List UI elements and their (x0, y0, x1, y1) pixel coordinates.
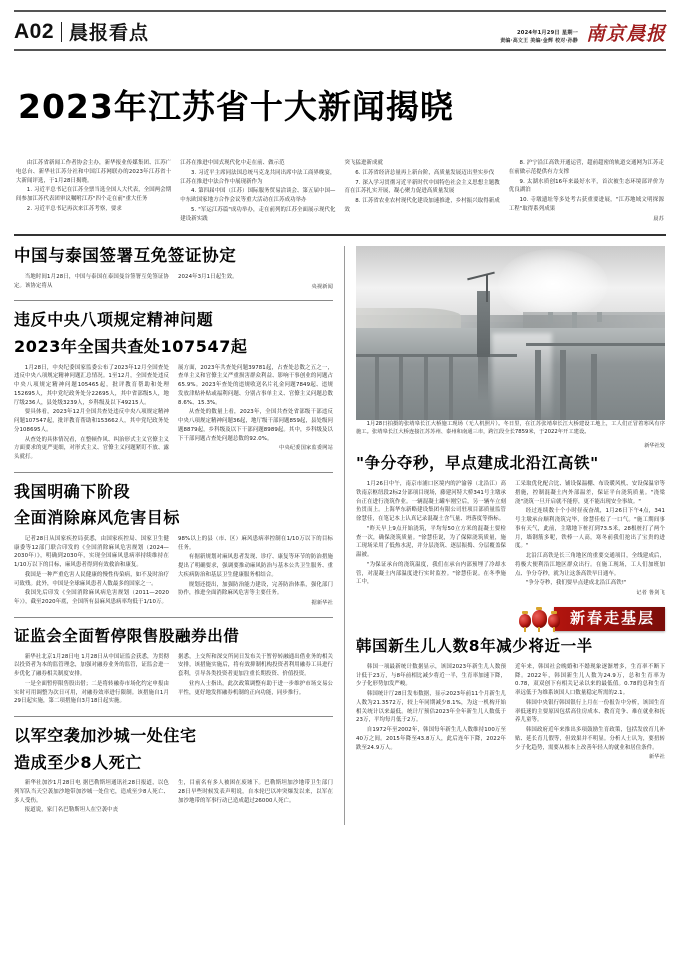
article-headline: 韩国新生儿人数8年减少将近一半 (356, 637, 593, 656)
lantern-icon (519, 614, 531, 628)
article-divider (14, 716, 333, 717)
paragraph: 业内人士指出，此次政策调整有助于进一步维护市场交易公平性，更好地发挥融券机制的正向功能，同步推行。 (178, 680, 333, 696)
newspaper-page (0, 10, 680, 979)
photo-pier (424, 357, 428, 420)
paragraph: 1. 习近平总书记在江苏全票当选全国人大代表，全国两会期间参加江苏代表团审议嘱咐江苏"四个走在前"重大任务 (16, 187, 172, 203)
badge-label: 新春走基层 (554, 607, 665, 631)
paragraph: 5. "军运江苏篇"成功举办，走在前列的江苏全面展示现代化建设新实践 (180, 206, 336, 222)
paragraph: 2. 习近平总书记再次来江苏考察，要求 (26, 205, 122, 212)
paragraph: 韩国统计厅28日发布数据，显示2023年前11个月新生儿人数为21.3572万，较上年同期减少8.1%，为这一机构开始相关统计以来最低。统计厅预估2023年全年新生儿人数低于23万，平均每月低于2万。 (356, 691, 506, 724)
article-headline: 证监会全面暂停限售股融券出借 (14, 626, 240, 645)
article-column-2 (178, 273, 333, 292)
paragraph: 江苏在推进中国式现代化中走在前、做示范 (180, 160, 285, 167)
article-headline-line1: 以军空袭加沙城一处住宅 (14, 726, 197, 746)
photo-building (548, 312, 553, 324)
paragraph: 韩国一项最新统计数据显示，该国2023年新生儿人数预计低于23万，与8年前相比减少将近一半，生育率加速下降，少子化形势加发严峻。 (356, 663, 506, 688)
paragraph: 2024年3月1日起生效。 (178, 273, 238, 280)
lead-headline: 2023年江苏省十大新闻揭晓 (18, 86, 454, 126)
article-headline-line2: 全面消除麻风危害目标 (14, 508, 181, 528)
article-headline: 中国与泰国签署互免签证协定 (14, 245, 237, 265)
lead-column-3 (345, 159, 500, 224)
lower-section (14, 246, 666, 825)
photo-bridge-deck-left (356, 354, 517, 357)
photo-building (572, 312, 577, 328)
article-column-2 (515, 480, 665, 596)
paragraph: 新华社北京1月28日电 1月28日从中国证监会获悉，为贯彻以投资者为本的监管理念，加强对融券业务的监管，证监会进一步优化了融券相关制度安排。 (14, 653, 169, 678)
left-column-zone (14, 246, 344, 825)
article-column-2 (178, 535, 333, 608)
paragraph: 经过连续数十个小时昼夜奋战，1月26日下午4点，341号主墩承台顺利浇筑完毕，徐慧佳松了一口气。"施工期间事事有天气，此前，主墩地下桩打到73.5米，28根桩打了两个月，墙钢筋多呢，铁棒一人高，寒冬前我们抢出了宝贵的进度。" (515, 508, 665, 550)
article-headline-line2: 2023年全国共查处107547起 (14, 337, 248, 356)
article-divider (14, 472, 333, 473)
article-china-thailand-visa (14, 246, 333, 292)
section-title: 晨报看点 (69, 22, 150, 44)
masthead-credits (500, 30, 578, 45)
article-column-2 (178, 779, 333, 816)
paragraph: 一是全面暂停限售股出借；二是将转融券市场化约定申报由实时可用调整为次日可用，对融券效率进行限制。该措施自1月29日起实施，第二项措施自3月18日起实施。 (14, 680, 169, 705)
photo-block (356, 246, 665, 449)
article-headline-line1: 我国明确下阶段 (14, 481, 131, 501)
publication-date: 2024年1月29日 星期一 (516, 30, 578, 37)
article-headline-line1: 违反中央八项规定精神问题 (14, 310, 214, 330)
photo-pier (449, 357, 453, 420)
photo-caption: 1月28日拍摄的张靖皋长江大桥施工现场（无人机照片）。冬日里，在江苏张靖皋长江大桥建设工地上，工人们正冒着寒风有序施工。张靖皋长江大桥连接江苏苏州、泰州和南通三市，跨江段全长7859米，于2022年开工建设。 (356, 420, 665, 436)
article-columns (14, 653, 333, 708)
article-columns (14, 364, 333, 463)
article-eight-point-regulations (14, 310, 333, 462)
photo-pier (591, 354, 597, 420)
paragraph: 报道说，家门名巴勒斯坦人在空袭中丧 (24, 807, 119, 814)
masthead-rule (14, 49, 666, 51)
article-column-1 (14, 779, 169, 816)
paragraph: "昨天早上9点开始浇筑，平均每50立方米的混凝土要检查一次，确保浇筑质量。"徐慧佳说，为了保障浇筑质量，施工现场采用了低热水泥，并分层浇筑、逐层振捣、分层覆盖保温被。 (356, 525, 506, 559)
page-folio: A02 (14, 19, 55, 43)
photo-sun-glare (498, 249, 608, 319)
article-csrc-securities-lending (14, 627, 333, 707)
article-column-1 (14, 364, 169, 463)
article-columns (356, 480, 665, 596)
article-columns (14, 273, 333, 292)
article-headline: "争分夺秒，早点建成北沿江高铁" (356, 454, 599, 473)
paragraph: 从查处的具体情况看，在整顿作风、纠治形式主义官僚主义方面要求的更严更细，对形式主义、官僚主义问题紧盯不放、露头就打。 (14, 436, 169, 461)
lead-column-1 (16, 159, 171, 224)
photo-building (597, 312, 602, 322)
paragraph: 4. 第四届中国（江苏）国际服务贸易洽谈会、第五届中国—中东欧国家地方合作会议等重大活动在江苏成功举办 (180, 188, 336, 204)
paragraph: 1月26日中午，南京市浦口区境内的沪渝蓉（北沿江）高铁南京枢纽段2标2分部项目现场，藤建河特大桥341号主墩承台正在进行浇筑作业。一辆混凝土罐车刚空后，另一辆车立刻鱼贯而上。上海华东新略建设集团有限公司驻项目部质量监管徐慧佳，在笔记本上认真记录混凝土含气量、坍落度等指标。 (356, 481, 506, 523)
article-column-2 (178, 364, 333, 463)
article-korea-birthrate (356, 637, 665, 760)
newspaper-brand-logo: 南京晨报 (585, 23, 666, 45)
lantern-icon (532, 610, 547, 628)
photo-pier (560, 350, 566, 420)
lead-article-body (14, 159, 666, 224)
paragraph: 要具体看，2023年12月全国共查处违反中央八项规定精神问题107547起，批评教育帮助和153662人，其中党纪政务处分108695人。 (14, 409, 169, 433)
paragraph: 8. 江苏省农业农村现代化建设加速推进，乡村振兴取得新成效 (344, 198, 500, 213)
article-column-1 (356, 663, 506, 761)
paragraph: 从查处的数量上看，2023年，全国共查处省部级干部违反中央八项规定精神问题36起，地厅级干部问题859起，县处级问题8879起，乡科级及以下干部问题8989起。其中，乡科级及以下干部问题占查处问题总数的92.0%。 (178, 409, 333, 442)
photo-pier (375, 357, 379, 420)
paragraph: 我国先后印发《全国消除麻风病危害规划（2011—2020年）》，截至2020年底，全国所有县麻风患病率均低于1/10万。 (14, 590, 169, 606)
photo-bridge-deck-right (526, 343, 665, 346)
photo-tower-reflection (478, 357, 488, 402)
paragraph: 8. 沪宁沿江高铁开通运营，超前超密的轨道交通网为江苏走在前做示范提供有力支撑 (508, 160, 664, 175)
paragraph: 新华社加沙1月28日电 据巴勒斯坦通讯社28日报道，以色列军队当天空袭加沙地带加沙城一处住宅，造成至少8人死亡、多人受伤。 (14, 780, 169, 804)
paragraph: 当地时间1月28日，中国与泰国在泰国曼谷签署互免签证协定。该协定将从 (14, 273, 169, 289)
article-byline: 央视新闻 (311, 283, 333, 290)
paragraph: 据悉，上交所和深交所同日发布关于暂停转融通出借业务的相关安排，该措施实施后，将有效抑制机构投资者利用融券工具进行套利，引导各类投资者更加注重长期投资、价值投资。 (178, 653, 333, 678)
paragraph: 突飞猛进新成就 (344, 160, 383, 167)
campaign-badge-row (356, 605, 665, 633)
article-columns (14, 779, 333, 816)
lead-byline: 晨苏 (653, 215, 664, 222)
article-column-2 (178, 653, 333, 708)
article-beiyanjiang-railway (356, 454, 665, 596)
photo-sandbank (356, 308, 461, 329)
article-byline: 中央纪委国家监委网站 (279, 445, 333, 452)
photo-source: 新华社发 (644, 442, 665, 449)
article-divider (14, 617, 333, 618)
paragraph: "为保证承台的浇筑温度，我们在承台内部预埋了冷却水管，对混凝土内部温度进行实时监控。"徐慧佳说。在冬季施工中， (356, 561, 506, 586)
section-divider-rule (14, 234, 666, 236)
paragraph: 自1972年至2002年，韩国每年新生儿人数维持100万至40万之间。2015年降至43.8万人，此后连年下降，2022年跌至24.9万人。 (356, 727, 506, 751)
paragraph: 我国是一种严重危害人民健康的慢性传染病，如不及时治疗可致残。此外，中国是全球麻风患者人数最多的国家之一。 (14, 571, 169, 587)
editor-credits: 责编·高文王 美编·金辉 校对·孙静 (500, 37, 578, 44)
paragraph: 7. 深入学习贯彻习近平新时代中国特色社会主义思想主题教育在江苏扎实开展，凝心聚力促进高质量发展 (344, 179, 500, 195)
zhangjinggao-bridge-photo (356, 246, 665, 420)
paragraph: 6. 江苏省经济总量再上新台阶，高质量发展迈出坚实步伐 (355, 169, 495, 176)
paragraph: 10. 寺墩遗址等多处考古获重要进展，"江苏地域文明探源工程"取得系列成果 (508, 197, 664, 212)
paragraph: 规划还提出，加强防治能力建设，完善防治体系，强化部门协作，推进全面消除麻风危害等主要任务。 (178, 581, 333, 597)
paragraph: 工采取优化配合比、铺设保温棚、布设暖风机、安设保温帘等措施，控制混凝土内外部温差，保证平台浇筑质量。"浇梁浇"浇筑一旦开启就不能停，更不能出现安全事故。" (515, 481, 665, 505)
masthead-left (14, 18, 149, 45)
lead-column-4 (509, 159, 664, 224)
article-gaza-airstrike (14, 726, 333, 816)
paragraph: 近年来，韩国社会晚婚和不婚现象逐渐增多，生育率不断下降。2022年，韩国新生儿人数为24.9万，总和生育率为0.78，双双创下有相关记录以来的最低值。0.78的总和生育率远低于为维系该国人口数量稳定所需的2.1。 (515, 663, 665, 697)
lantern-icon (548, 614, 560, 628)
article-column-1 (14, 273, 169, 292)
paragraph: 9. 太湖水质创16年来最好水平，首次被生态环境部评价为优良湖泊 (508, 178, 664, 194)
article-column-2 (515, 663, 665, 761)
article-columns (14, 535, 333, 608)
article-byline: 记者 鲁剑飞 (636, 590, 665, 597)
paragraph: "争分夺秒，我们要早点建成北沿江高铁!" (525, 580, 627, 587)
photo-crane-mast (486, 274, 488, 302)
lead-column-2 (180, 159, 335, 224)
paragraph: 生，目前名有多人被困在废墟下。巴勒斯坦加沙地带卫生部门28日早些时候发表声明说，自本轮巴以冲突爆发以来，以军在加沙地带的军事行动已造成超过26000人死亡。 (178, 780, 333, 804)
article-byline: 据新华社 (311, 600, 333, 607)
article-divider (14, 300, 333, 301)
paragraph: 98%以上的县（市、区）麻风患病率控制在1/10万以下的目标任务。 (178, 535, 333, 551)
article-columns (356, 663, 665, 761)
paragraph: 3. 习近平主席同法国总统马克龙共同出席中法工商界晚宴，江苏在推进中法合作中展现新作为 (180, 169, 336, 185)
folio-divider (61, 22, 62, 42)
article-leprosy-elimination (14, 482, 333, 608)
masthead (14, 12, 666, 49)
paragraph: 北沿江高铁是长三角地区的重要交通项目，全线建成后，将极大便利沿江地区群众出行。在施工现场，工人们加班加点、争分夺秒，就为让这条高铁早日通车。 (515, 553, 665, 577)
masthead-right (500, 25, 666, 45)
article-byline: 新华社 (648, 754, 665, 761)
paragraph: 展方面，2023年共查处问题39781起，占查处总数之五之一，查单主义和官僚主义严重损害群众利益、影响干事创业的问题占65.9%。2023年查处的违规收送名片礼金问题7849起、违规发放津贴补贴或福利问题、分别占事单主义、官僚主义问题总数8.6%、15.3%。 (178, 364, 333, 406)
paragraph: 有据新规划对麻风患者发现、诊疗、康复等环节的防治措施提出了明确要求，强调要推动麻风防治与基本公共卫生服务、重大疾病防治和基层卫生健康服务相结合。 (178, 554, 333, 578)
article-column-1 (356, 480, 506, 596)
paragraph: 记者28日从国家疾控局获悉，由国家疾控局、国家卫生健康委等12部门联合印发的《全国消除麻风危害规划（2024—2030年）》，明确到2030年，实现全国麻风患病率持续维持在1/10万以下的目标，麻风患者得到有效救治和康复。 (14, 535, 169, 569)
article-column-1 (14, 653, 169, 708)
article-headline-line2: 造成至少8人死亡 (14, 752, 142, 772)
lantern-group-icon (519, 610, 560, 628)
paragraph: 韩国政府近年来推出多项鼓励生育政策，包括发放育儿补贴、延长育儿假等，但效果并不明显。分析人士认为，要扭转少子化趋势，需要从根本上改善年轻人的就业和居住条件。 (515, 727, 665, 751)
right-column-zone (345, 246, 665, 825)
photo-pier (535, 350, 541, 420)
article-column-1 (14, 535, 169, 608)
paragraph: 由江苏省新闻工作者协会主办，新华报业传媒集团、江苏广电总台、新华社江苏分社和中国江苏网联办的2023年江苏省十大新闻评选，于1月28日揭晓。 (16, 160, 172, 184)
paragraph: 韩国中央银行韩国银行上月在一份报告中分析，该国生育率低迷的主要原因包括高住房成本、教育竞争、难在就业和抚养儿童等。 (515, 699, 665, 724)
spring-festival-badge (519, 605, 665, 633)
photo-pier (399, 357, 403, 420)
paragraph: 1月28日，中央纪委国家监委公布了2023年12月全国查处违反中央八项规定精神问题汇总情况。1至12月，全国查处违反中央八项规定精神问题105465起，批评教育帮助和处理152695人，其中党纪政务处分22695人，其中省部级5人，地厅级236人，县处级3239人，乡科级及以下49215人。 (14, 364, 169, 406)
